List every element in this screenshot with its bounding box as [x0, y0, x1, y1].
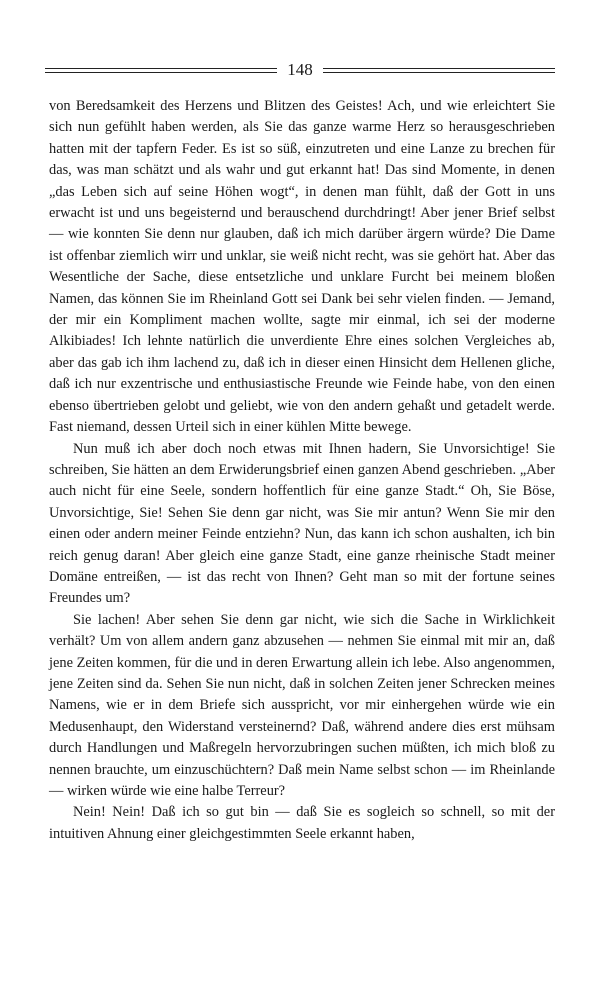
paragraph-2: Nun muß ich aber doch noch etwas mit Ihnen hadern, Sie Unvorsichtige! Sie schreiben, Sie hätten an dem Erwiderungsbrief einen ganzen Abend geschrieben. „Aber auch nicht für eine Seele, sondern hoffentlich für eine ganze Stadt.“ Oh, Sie Böse, Unvorsichtige, Sie! Sehen Sie denn gar nicht, was Sie mir antun? Wenn Sie mir den einen oder andern meiner Feinde entziehn? Nun, das kann ich schon aushalten, ich bin reich genug daran! Aber gleich eine ganze Stadt, eine ganze rheinische Stadt meiner Domäne entreißen, — ist das recht von Ihnen? Geht man so mit der fortune seines Freundes um? [49, 440, 555, 607]
paragraph-3: Sie lachen! Aber sehen Sie denn gar nicht, wie sich die Sache in Wirklichkeit verhält? Um von allem andern ganz abzusehen — nehmen Sie einmal mit mir an, daß jene Zeiten kommen, für die und in deren Erwartung allein ich lebe. Also angenommen, jene Zeiten sind da. Sehen Sie nun nicht, daß in solchen Zeiten jener Schrecken meines Namens, wie er in dem Briefe sich ausspricht, vor mir einhergehen würde wie ein Medusenhaupt, den Widerstand versteinernd? Daß, während andere dies erst mühsam durch Handlungen und Maßregeln hervorzubringen suchen müßten, ich mich bloß zu nennen brauchte, um einzuschüchtern? Daß mein Name selbst schon — im Rheinlande — wirken würde wie eine halbe Terreur? [49, 611, 555, 799]
header-rule-left [45, 68, 277, 73]
page-header [45, 60, 555, 80]
page-number: 148 [287, 60, 313, 79]
header-rule-right [323, 68, 555, 73]
paragraph-1: von Beredsamkeit des Herzens und Blitzen des Geistes! Ach, und wie erleichtert Sie sich nun gefühlt haben werden, als Sie das ganze warme Herz so herausgeschrieben hatten mit der tapfern Feder. Es ist so süß, einzutreten und eine Lanze zu brechen für das, was man schätzt und als wahr und gut erkannt hat! Das sind Momente, in denen „das Leben sich auf seine Höhen wogt“, in denen man fühlt, daß der Gott in uns erwacht ist und uns begeisternd und berauschend durchdringt! Aber jener Brief selbst — wie konnten Sie denn nur glauben, daß ich mich darüber ärgern würde? Die Dame ist offenbar ziemlich wirr und unklar, sie weiß nicht recht, was sie gehört hat. Aber das Wesentliche der Sache, diese entsetzliche und unklare Furcht bei meinem bloßen Namen, das können Sie im Rheinland Gott sei Dank bei sehr vielen finden. — Jemand, der mir ein Kompliment machen wollte, sagte mir einmal, ich sei der moderne Alkibiades! Ich lehnte natürlich die unverdiente Ehre eines solchen Vergleiches ab, aber das gab ich ihm lachend zu, daß ich in dieser einen Hinsicht dem Hellenen gliche, daß ich nur exzentrische und enthusiastische Freunde wie Feinde habe, von den einen ebenso übertrieben gelobt und geliebt, wie von den andern gehaßt und getadelt werde. Fast niemand, dessen Urteil sich in einer kühlen Mitte bewege. [49, 98, 555, 436]
body-text [49, 96, 555, 845]
paragraph-4: Nein! Nein! Daß ich so gut bin — daß Sie es sogleich so schnell, so mit der intuitiven Ahnung einer gleichgestimmten Seele erkannt haben, [49, 804, 555, 842]
